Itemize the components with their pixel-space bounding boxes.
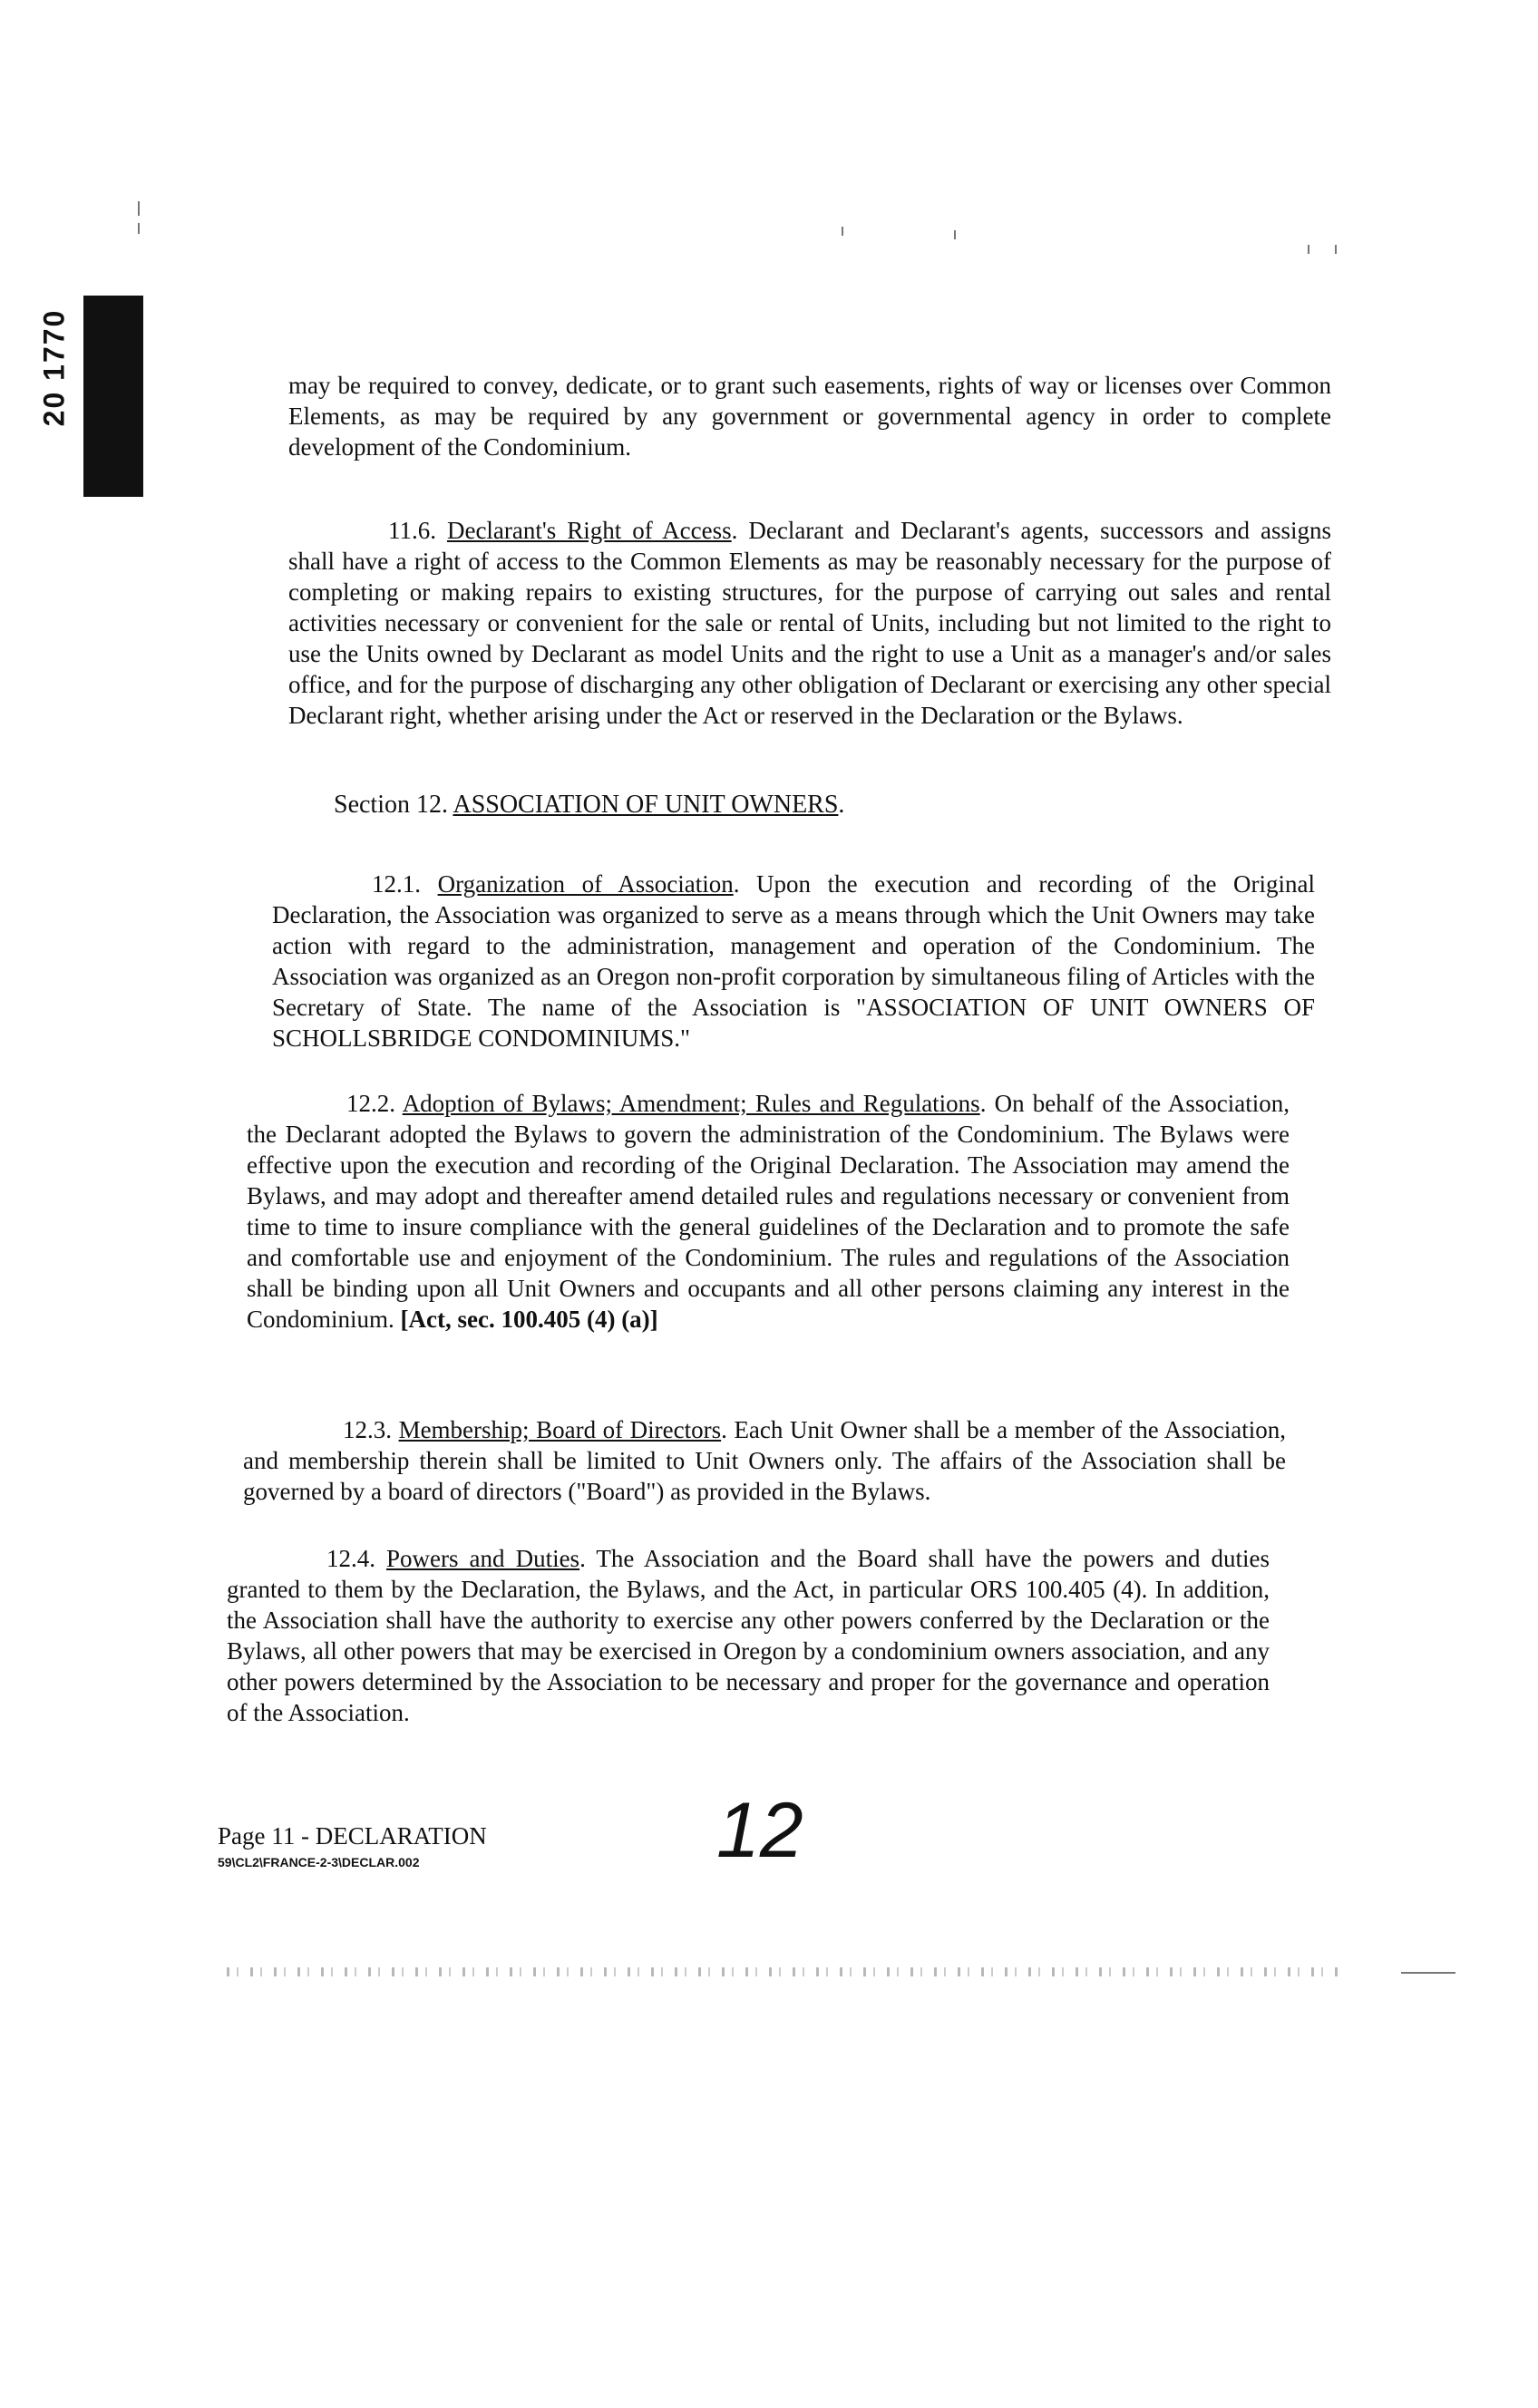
handwritten-page-number: 12 [716, 1787, 803, 1874]
section-12-3-number: 12.3. [343, 1416, 392, 1443]
section-12-3 [243, 1414, 1286, 1507]
intro-fragment: may be required to convey, dedicate, or to grant such easements, rights of way or licenses over Common Elements, as may be required by any government or governmental agency in order to complete development of the Condominium. [288, 372, 1331, 461]
section-12-title: ASSOCIATION OF UNIT OWNERS [453, 791, 839, 819]
margin-black-bar [83, 296, 143, 497]
scan-artifact-line [227, 1967, 1342, 1976]
section-12-label: Section 12. [334, 791, 448, 819]
scan-mark [954, 230, 956, 239]
section-12-2-number: 12.2. [346, 1090, 395, 1117]
section-11-6 [288, 515, 1331, 731]
scan-mark [1335, 245, 1337, 254]
section-11-6-body: . Declarant and Declarant's agents, successors and assigns shall have a right of access to the Common Elements as may be reasonably necessary for the purpose of completing or making repairs to existing structures, for the purpose of carrying out sales and rental activities necessary or convenient for the sale or rental of Units, including but not limited to the right to use the Units owned by Declarant as model Units and the right to use a Unit as a manager's and/or sales office, and for the purpose of discharging any other obligation of Declarant or exercising any other special Declarant right, whether arising under the Act or reserved in the Declaration or the Bylaws. [288, 517, 1332, 729]
section-12-period: . [838, 791, 845, 819]
section-12-2-citation: [Act, sec. 100.405 (4) (a)] [400, 1306, 658, 1333]
section-12-2-body: . On behalf of the Association, the Declarant adopted the Bylaws to govern the administration of the Condominium. The Bylaws were effective upon the execution and recording of the Original Declaration. The Association may amend the Bylaws, and may adopt and thereafter amend detailed rules and regulations necessary or convenient from time to time to insure compliance with the general guidelines of the Declaration and to promote the safe and comfortable use and enjoyment of the Condominium. The rules and regulations of the Association shall be binding upon all Unit Owners and occupants and all other persons claiming any interest in the Condominium. [247, 1090, 1290, 1333]
section-12-4 [227, 1543, 1270, 1728]
footer-file-path: 59\CL2\FRANCE-2-3\DECLAR.002 [218, 1855, 420, 1869]
section-12-4-title: Powers and Duties [386, 1545, 580, 1572]
scan-mark [1308, 245, 1309, 254]
section-12-4-number: 12.4. [326, 1545, 375, 1572]
section-11-6-title: Declarant's Right of Access [446, 517, 732, 544]
scan-mark [138, 223, 140, 234]
section-12-1-title: Organization of Association [437, 870, 734, 898]
footer-page-label: Page 11 - DECLARATION [218, 1822, 487, 1850]
margin-recording-code [25, 299, 83, 435]
section-12-4-body: . The Association and the Board shall have the powers and duties granted to them by the Declaration, the Bylaws, and the Act, in particular ORS 100.405 (4). In addition, the Association shall have the authority to exercise any other powers conferred by the Declaration or the Bylaws, all other powers that may be exercised in Oregon by a condominium owners association, and any other powers determined by the Association to be necessary and proper for the governance and operation of the Association. [227, 1545, 1270, 1726]
section-12-3-title: Membership; Board of Directors [398, 1416, 722, 1443]
section-12-1-number: 12.1. [372, 870, 421, 898]
section-12-2 [247, 1088, 1290, 1335]
section-12-1-body: . Upon the execution and recording of the Original Declaration, the Association was organized to serve as a means through which the Unit Owners may take action with regard to the administration, management and operation of the Condominium. The Association was organized as an Oregon non-profit corporation by simultaneous filing of Articles with the Secretary of State. The name of the Association is "ASSOCIATION OF UNIT OWNERS OF SCHOLLSBRIDGE CONDOMINIUMS." [272, 870, 1315, 1052]
section-12-heading [334, 791, 844, 820]
section-12-3-body: . Each Unit Owner shall be a member of the Association, and membership therein shall be limited to Unit Owners only. The affairs of the Association shall be governed by a board of directors ("Board") as provided in the Bylaws. [243, 1416, 1286, 1505]
scan-mark [842, 227, 843, 236]
section-11-6-number: 11.6. [388, 517, 436, 544]
section-12-2-title: Adoption of Bylaws; Amendment; Rules and Regulations [402, 1090, 980, 1117]
scan-mark [138, 201, 140, 216]
margin-code-text: 20 1770 [37, 308, 71, 426]
scan-artifact-edge [1401, 1972, 1455, 1974]
section-12-1 [272, 869, 1315, 1054]
